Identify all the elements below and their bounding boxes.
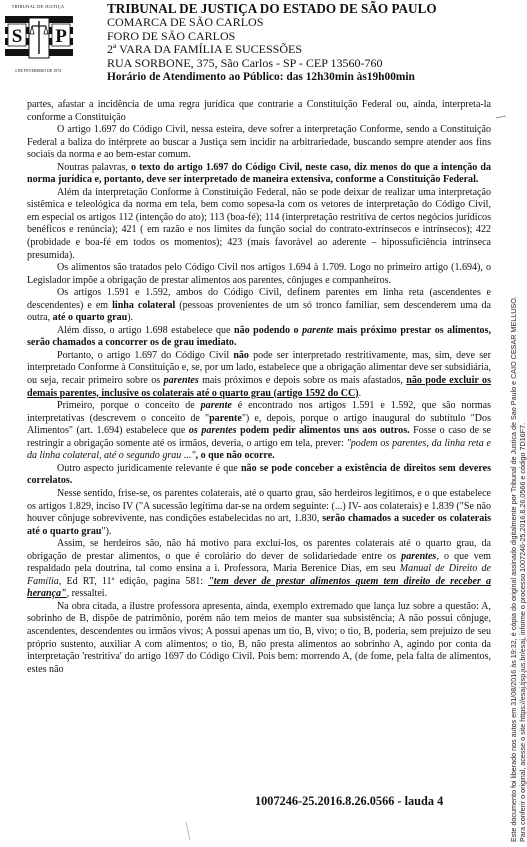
seal-letter-p: P (55, 26, 67, 47)
bold-italic-span: parente (302, 324, 334, 336)
text-span: Fosse o caso de se restringir a obrigação somente até os irmãos, deveria, o artigo em tela, prever: (27, 425, 491, 449)
text-span: mais próximos e depois sobre os mais afastados, (198, 375, 407, 387)
page-footer-lauda: 1007246-25.2016.8.26.0566 - lauda 4 (255, 794, 444, 808)
italic-span: Manual de Direito de Família (27, 563, 491, 587)
paragraph-7 (27, 325, 491, 350)
text-span: Os artigos 1.591 e 1.592, ambos do Código Civil, definem parentes em linha reta (ascendentes e descendentes) e em (27, 287, 491, 311)
stamp-line-1: Este documento foi liberado nos autos em 31/08/2016 às 19:32, é cópia do original assinado digitalmente por Tribunal de Justica de Sao Paulo e CAIO CESAR MELLUSO. (509, 296, 518, 842)
bold-span: o texto do artigo 1.697 do Código Civil, neste caso, diz menos do que a intenção da norma jurídica e, portanto, deve ser interpretado de maneira extensiva, conforme a Constituição Federal. (27, 161, 491, 186)
court-seal-icon (5, 4, 73, 70)
text-span: pode ser interpretado restritivamente, mas, sim, deve ser interpretado Conforme à Constituição e, se, por um lado, estabelece que a obrigação alimentar deve ser subsidiária, ou seja, recair primeiro sobre os (27, 349, 491, 387)
bold-italic-span: os parentes (188, 425, 237, 437)
bold-italic-span: parentes (163, 375, 199, 387)
text-span: . (358, 387, 362, 399)
seal-letter-s: S (11, 26, 23, 47)
text-span: ). (127, 312, 134, 324)
bold-span: linha colateral (112, 299, 176, 311)
bold-italic-underline-span: "tem dever de prestar alimentos quem tem direito de receber a herança" (27, 575, 492, 600)
paragraph-6 (27, 287, 491, 325)
header-line-comarca: COMARCA DE SÃO CARLOS (107, 15, 264, 29)
text-span: Primeiro, porque o conceito de (57, 400, 201, 412)
header-line-vara: 2ª VARA DA FAMÍLIA E SUCESSÕES (107, 42, 303, 56)
text-span: Além disso, o artigo 1.698 estabelece que (57, 324, 235, 336)
bold-italic-span: parentes (401, 550, 437, 562)
text-span: , Ed RT, 11ª edição, pagina 581: (58, 575, 209, 587)
seal-top-text: TRIBUNAL DE JUSTIÇA (11, 4, 65, 9)
text-span: "). (101, 525, 112, 537)
header-line-address: RUA SORBONE, 375, São Carlos - SP - CEP 13560-760 (107, 55, 383, 70)
paragraph-3 (27, 162, 491, 187)
bold-span: podem pedir alimentos uns aos outros. (236, 425, 410, 437)
header-line-hours: Horário de Atendimento ao Público: das 12h30min às19h00min (107, 71, 415, 83)
document-body (27, 99, 491, 676)
bold-span: mais próximo prestar os alimentos, serão chamados a concorrer os de grau imediato. (27, 324, 491, 349)
text-span: Outro aspecto juridicamente relevante é que (57, 462, 241, 474)
paragraph-13: Na obra citada, a ilustre professora apresenta, ainda, exemplo extremado que lança luz sobre a questão: A, sobrinho de B, dispõe de patrimônio, porém não tem meios de manter sua subsistência; A não possui cônjuge, ascendentes, descendentes ou irmãos vivos; A possui apenas um tio, B, vivo; o tio, B, poderia, sem prejuízo de seu próprio sustento, auxiliar A com alimentos; o tio, B, não presta alimentos ao sobrinho A, agindo por conta da interpretação 'restritiva' do artigo 1697 do Código Civil. Pois bem: morrendo A, (de fome, pela falta de alimentos, estes não (27, 600, 491, 675)
seal-bottom-text: 3 DE FEVEREIRO DE 1874 (14, 68, 62, 73)
bold-underline-span: não pode excluir os demais parentes, inclusive os colaterais até o quarto grau (artigo 1592 do CC) (27, 375, 491, 399)
bold-span: até o quarto grau (52, 312, 128, 324)
paragraph-8 (27, 350, 491, 400)
text-span: (pessoas provenientes de um só tronco familiar, sem descenderem uma da outra, (27, 299, 491, 324)
stamp-line-2: Para conferir o original, acesse o site https://esaj.tjsp.jus.br/esaj, informe o processo 1007246-25.2016.8.26.0566 e código 7D16F7. (517, 422, 527, 842)
text-span: ") e, depois, porque o artigo inaugural do subtítulo "Dos Alimentos" (art. 1.694) estabelece que (27, 412, 491, 437)
authenticity-stamp (510, 296, 527, 842)
document-header (0, 0, 527, 100)
text-span: Nesse sentido, frise-se, os parentes colaterais, até o quarto grau, são herdeiros legítimos, e o que estabelece os artigos 1.829, inciso IV ("A sucessão legítima dar-se na ordem seguinte: (...) IV- aos colaterais) e 1.839 ("Se não houver cônjuge sobrevivente, nas condições estabelecidas no art, 1.830, (27, 487, 491, 525)
bold-span: não podendo o (234, 324, 303, 336)
text-span: , o que vem respaldado pela doutrina, tal como ensina a i. Professora, Maria Berenice Dias, em seu (27, 550, 492, 575)
text-span: é encontrado nos artigos 1.591 e 1.592, que são normas interpretativas (descrevem o conceito de " (27, 400, 492, 424)
italic-span: "podem os parentes, da linha reta e da linha colateral, até o segundo grau ..." (27, 437, 492, 462)
bold-italic-span: parente (200, 400, 232, 412)
paragraph-11 (27, 488, 491, 538)
text-span: Portanto, o artigo 1.697 do Código Civil (57, 349, 234, 361)
paragraph-12 (27, 538, 491, 601)
bold-span: parente (209, 412, 242, 424)
paragraph-2: O artigo 1.697 do Código Civil, nessa esteira, deve sofrer a interpretação Conforme, sendo a Constituição Federal a baliza do intérprete ao buscar a Justiça sem incidir na arbitrariedade, buscando sempre atender aos fins sociais da norma e ao bem-estar comum. (27, 124, 491, 161)
text-span: Noutras palavras, (57, 161, 131, 173)
paragraph-4: Além da interpretação Conforme à Constituição Federal, não se pode deixar de realizar uma interpretação sistêmica e teleológica da norma em tela, bem como sopesa-la com os vetores de interpretação do Código Civil, em especial os artigos 112 (intenção do ato); 113 (boa-fé); 114 (interpretação restritiva de certos negócios jurídicos benéficos e renúncia); 421 ( em razão e nos limites da função social do contrato-extrínsecos e intrínsecos); 422 (probidade e boa-fé em todos os momentos); 423 (mais favorável ao aderente – hipossuficiência intrínseca presumida). (27, 186, 491, 261)
header-line-foro: FORO DE SÃO CARLOS (107, 28, 236, 43)
bold-span: não se pode conceber a existência de direitos sem deveres correlatos. (27, 462, 491, 487)
text-span: Assim, se herdeiros são, não há motivo para excluí-los, os parentes colaterais até o quarto grau, da obrigação de prestar alimentos, o que é corolário do dever de solidariedade entre os (27, 538, 491, 562)
pen-mark-icon (180, 820, 200, 842)
paragraph-9 (27, 400, 491, 463)
text-span: , ressaltei. (66, 588, 108, 600)
bold-span: , o que não ocorre. (195, 450, 275, 462)
bold-span: não (233, 349, 249, 361)
margin-mark-icon (494, 112, 508, 124)
court-name: TRIBUNAL DE JUSTIÇA DO ESTADO DE SÃO PAULO (107, 1, 437, 16)
paragraph-10 (27, 463, 491, 488)
bold-span: serão chamados a suceder os colaterais até o quarto grau (27, 513, 491, 537)
paragraph-5: Os alimentos são tratados pelo Código Civil nos artigos 1.694 à 1.709. Logo no primeiro artigo (1.694), o Legislador impõe a obrigação de prestar alimentos aos parentes, cônjuges e companheiros. (27, 262, 491, 286)
paragraph-1: partes, afastar a incidência de uma regra jurídica que contrarie a Constituição Federal ou, ainda, interpreta-la conforme a Constituição (27, 99, 491, 123)
